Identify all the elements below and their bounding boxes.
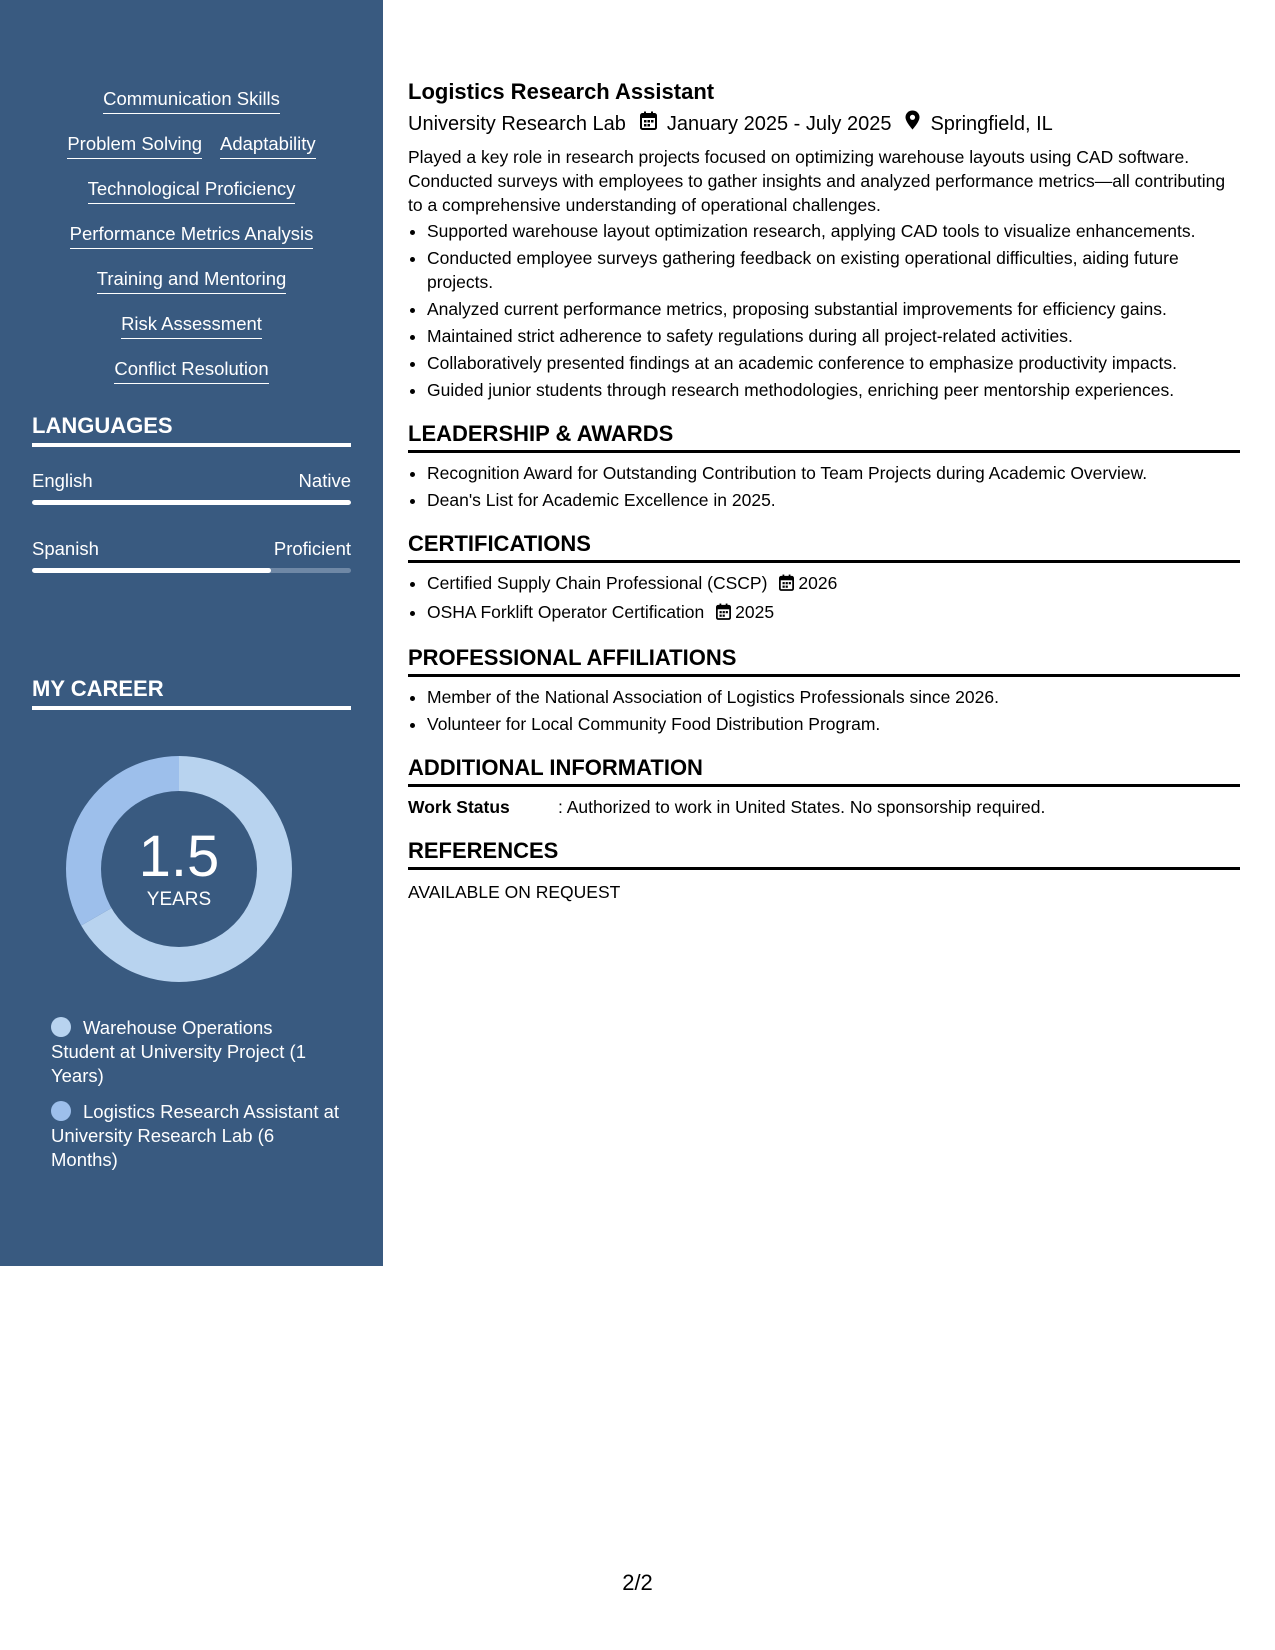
list-item: • Dean's List for Academic Excellence in 2025.: [427, 488, 1240, 512]
skill-row: [32, 133, 351, 178]
list-item: • Collaboratively presented findings at an academic conference to emphasize productivity impacts.: [427, 351, 1240, 375]
legend-dot-icon: [51, 1101, 71, 1121]
certifications-heading: CERTIFICATIONS: [408, 530, 1240, 563]
legend-dot-icon: [51, 1017, 71, 1037]
list-item: • Guided junior students through research methodologies, enriching peer mentorship experiences.: [427, 378, 1240, 402]
career-item: [51, 1100, 341, 1172]
career-list: [51, 1016, 341, 1184]
list-item: [427, 600, 1240, 626]
list-item: • Member of the National Association of Logistics Professionals since 2026.: [427, 685, 1240, 709]
sidebar: [0, 0, 383, 1266]
list-item: • Maintained strict adherence to safety regulations during all project-related activities.: [427, 324, 1240, 348]
skill-tag: Communication Skills: [103, 88, 280, 114]
list-item: [427, 571, 1240, 597]
work-status-row: [408, 795, 1240, 819]
language-level: Proficient: [273, 538, 351, 559]
career-item: [51, 1016, 341, 1088]
language-spanish: [32, 538, 351, 573]
skill-row: [32, 178, 351, 223]
career-heading: MY CAREER: [32, 676, 351, 710]
job-dates: January 2025 - July 2025: [666, 112, 892, 135]
calendar-icon: [716, 602, 731, 626]
language-bar: [32, 500, 351, 505]
donut-center: [101, 791, 257, 947]
leadership-heading: LEADERSHIP & AWARDS: [408, 420, 1240, 453]
language-bar: [32, 568, 351, 573]
skill-row: [32, 88, 351, 133]
language-bar-fill: [32, 568, 271, 573]
career-donut-chart: [66, 756, 292, 982]
affiliations-heading: PROFESSIONAL AFFILIATIONS: [408, 644, 1240, 677]
job-title: Logistics Research Assistant: [408, 79, 715, 104]
page-number: 2/2: [622, 1570, 653, 1595]
skill-tag: Conflict Resolution: [114, 358, 268, 384]
skill-tag: Technological Proficiency: [88, 178, 296, 204]
list-item: • Analyzed current performance metrics, proposing substantial improvements for efficiency gains.: [427, 297, 1240, 321]
career-item-label: Warehouse Operations Student at University Project (1 Years): [51, 1017, 306, 1086]
certification-year: 2026: [798, 573, 838, 593]
skill-row: [32, 268, 351, 313]
skill-tag: Adaptability: [220, 133, 316, 159]
languages-heading: LANGUAGES: [32, 413, 351, 447]
skill-tag: Problem Solving: [67, 133, 202, 159]
job-meta: [408, 110, 1240, 137]
main-content: [408, 78, 1240, 904]
certifications-list: [408, 571, 1240, 626]
references-text: AVAILABLE ON REQUEST: [408, 882, 621, 902]
career-total-value: 1.5: [138, 824, 220, 889]
career-item-label: Logistics Research Assistant at University Research Lab (6 Months): [51, 1101, 340, 1170]
work-status-value: : Authorized to work in United States. No sponsorship required.: [558, 797, 1046, 817]
skill-row: [32, 223, 351, 268]
leadership-list: [408, 461, 1240, 512]
language-name: Spanish: [32, 538, 99, 559]
calendar-icon: [779, 573, 794, 597]
skills-list: [32, 88, 351, 403]
job-summary: Played a key role in research projects focused on optimizing warehouse layouts using CAD software. Conducted surveys with employees to gather insights and analyzed performance metrics—all contributing to a comprehensive understanding of operational challenges.: [408, 147, 1226, 215]
language-english: [32, 470, 351, 505]
language-bar-fill: [32, 500, 351, 505]
work-status-label: Work Status: [408, 797, 510, 817]
job-company: University Research Lab: [408, 112, 626, 135]
skill-tag: Training and Mentoring: [97, 268, 287, 294]
location-pin-icon: [905, 110, 920, 137]
job-bullets: [408, 219, 1240, 402]
certification-year: 2025: [735, 602, 775, 622]
certification-name: OSHA Forklift Operator Certification: [427, 602, 705, 622]
skill-row: [32, 313, 351, 358]
list-item: • Recognition Award for Outstanding Contribution to Team Projects during Academic Overview.: [427, 461, 1240, 485]
job-location: Springfield, IL: [930, 112, 1053, 135]
skill-tag: Risk Assessment: [121, 313, 262, 339]
list-item: • Conducted employee surveys gathering feedback on existing operational difficulties, aiding future projects.: [427, 246, 1240, 294]
career-total-label: YEARS: [146, 889, 212, 910]
skill-row: [32, 358, 351, 403]
additional-info-heading: ADDITIONAL INFORMATION: [408, 754, 1240, 787]
list-item: • Volunteer for Local Community Food Distribution Program.: [427, 712, 1240, 736]
language-level: Native: [298, 470, 351, 491]
references-heading: REFERENCES: [408, 837, 1240, 870]
list-item: • Supported warehouse layout optimization research, applying CAD tools to visualize enhancements.: [427, 219, 1240, 243]
certification-name: Certified Supply Chain Professional (CSCP): [427, 573, 768, 593]
affiliations-list: [408, 685, 1240, 736]
calendar-icon: [640, 111, 657, 137]
skill-tag: Performance Metrics Analysis: [70, 223, 314, 249]
language-name: English: [32, 470, 93, 491]
